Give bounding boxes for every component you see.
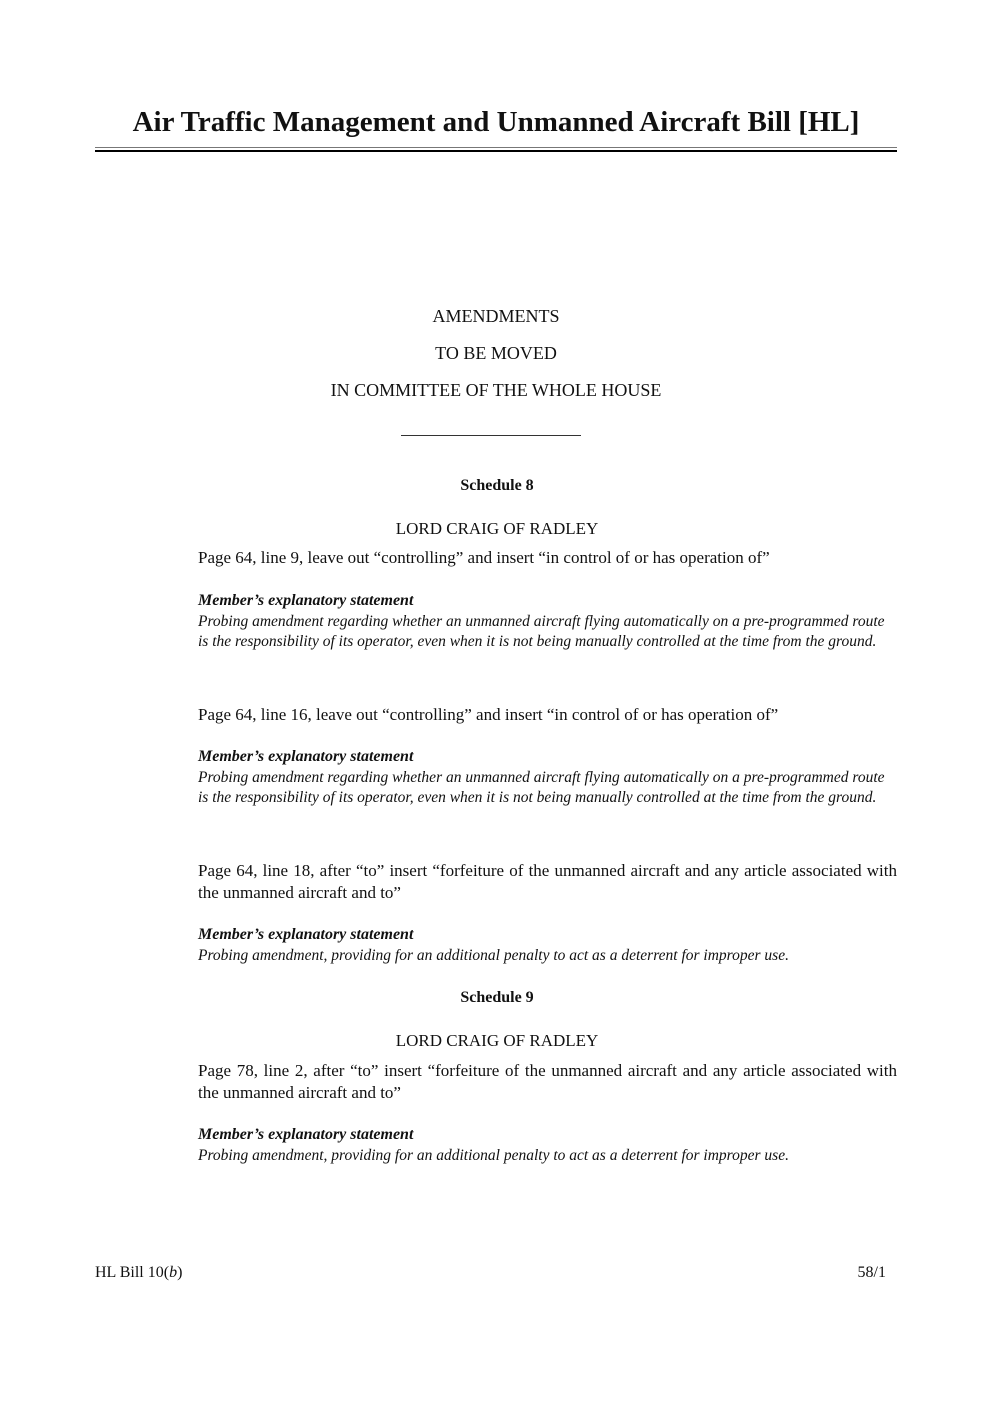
explanatory-statement — [198, 747, 888, 809]
statement-heading: Member’s explanatory statement — [198, 926, 414, 943]
amendment-text: Page 64, line 9, leave out “controlling” and insert “in control of or has operation of” — [198, 548, 770, 567]
heading-line-amendments: AMENDMENTS — [432, 306, 560, 326]
amendment-text: Page 64, line 18, after “to” insert “forfeiture of the unmanned aircraft and any article associated with the unmanned aircraft and to” — [198, 861, 897, 902]
amendment-text: Page 64, line 16, leave out “controlling” and insert “in control of or has operation of” — [198, 705, 779, 724]
bill-reference — [95, 1264, 182, 1282]
statement-text: Probing amendment regarding whether an unmanned aircraft flying automatically on a pre-programmed route is the responsibility of its operator, even when it is not being manually controlled at the time from the ground. — [198, 768, 885, 806]
amendment-text: Page 78, line 2, after “to” insert “forfeiture of the unmanned aircraft and any article associated with the unmanned aircraft and to” — [198, 1061, 897, 1102]
page-reference: 58/1 — [857, 1264, 886, 1281]
explanatory-statement — [198, 1125, 897, 1166]
schedule-heading: Schedule 8 — [460, 477, 534, 494]
schedule-heading: Schedule 9 — [460, 989, 534, 1006]
heading-line-to-be-moved: TO BE MOVED — [435, 343, 557, 363]
statement-text: Probing amendment, providing for an additional penalty to act as a deterrent for improper use. — [198, 1146, 789, 1164]
statement-heading: Member’s explanatory statement — [198, 592, 414, 609]
bill-ref-italic: b — [169, 1264, 178, 1281]
title-rule-thin — [95, 147, 897, 148]
statement-text: Probing amendment, providing for an additional penalty to act as a deterrent for improper use. — [198, 946, 789, 964]
statement-text: Probing amendment regarding whether an unmanned aircraft flying automatically on a pre-programmed route is the responsibility of its operator, even when it is not being manually controlled at the time from the ground. — [198, 612, 885, 650]
bill-ref-prefix: HL Bill 10( — [95, 1264, 170, 1281]
member-name: LORD CRAIG OF RADLEY — [395, 1031, 599, 1050]
bill-title: Air Traffic Management and Unmanned Aircraft Bill [HL] — [132, 106, 860, 138]
heading-line-committee: IN COMMITTEE OF THE WHOLE HOUSE — [330, 380, 662, 400]
title-rule-thick — [95, 150, 897, 152]
statement-heading: Member’s explanatory statement — [198, 1126, 414, 1143]
statement-heading: Member’s explanatory statement — [198, 748, 414, 765]
explanatory-statement — [198, 591, 888, 653]
bill-ref-suffix: ) — [177, 1264, 183, 1281]
member-name: LORD CRAIG OF RADLEY — [395, 519, 599, 538]
heading-divider — [401, 435, 581, 436]
explanatory-statement — [198, 925, 897, 966]
